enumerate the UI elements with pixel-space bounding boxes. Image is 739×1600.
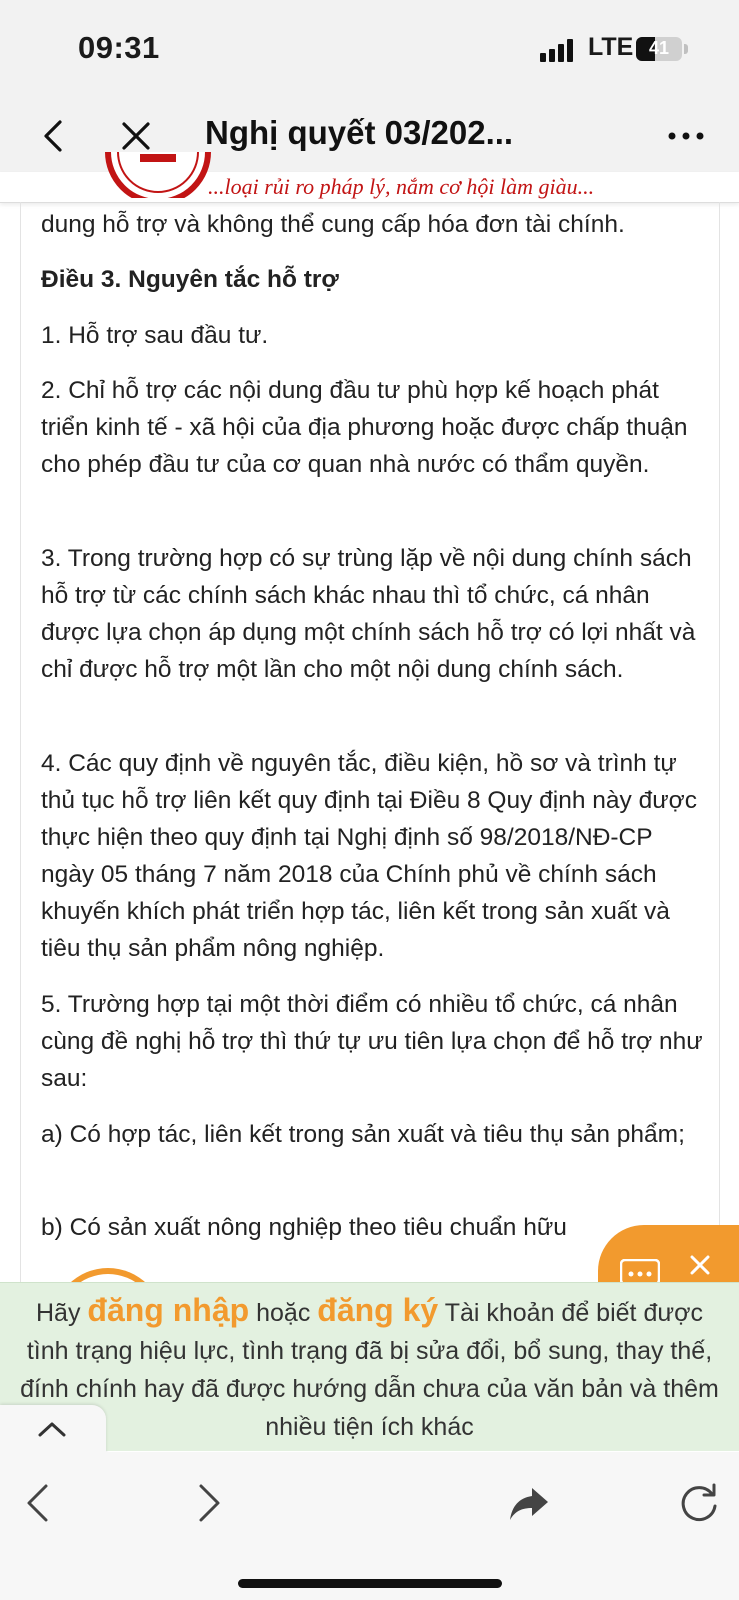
- login-prompt-text: [14, 1291, 725, 1446]
- battery-icon: [636, 37, 682, 61]
- login-link[interactable]: đăng nhập: [87, 1292, 250, 1328]
- more-horizontal-icon[interactable]: [662, 112, 710, 160]
- network-type: LTE: [588, 33, 634, 61]
- share-icon[interactable]: [506, 1480, 552, 1526]
- paragraph: 4. Các quy định về nguyên tắc, điều kiện, hồ sơ và trình tự thủ tục hỗ trợ liên kết quy định tại Điều 8 Quy định này được thực hiện theo quy định tại Nghị định số 98/2018/NĐ-CP ngày 05 tháng 7 năm 2018 của Chính phủ về chính sách khuyến khích phát triển hợp tác, liên kết trong sản xuất và tiêu thụ sản phẩm nông nghiệp.: [41, 750, 697, 962]
- signal-icon: [540, 38, 580, 62]
- login-prompt: [0, 1282, 739, 1451]
- home-indicator[interactable]: [238, 1579, 502, 1588]
- battery-tip: [684, 44, 688, 54]
- browser-toolbar: [0, 1452, 739, 1600]
- banner-slogan: ...loại rủi ro pháp lý, nắm cơ hội làm giàu...: [208, 174, 595, 199]
- article-heading: Điều 3. Nguyên tắc hỗ trợ: [41, 266, 339, 293]
- paragraph: dung hỗ trợ và không thể cung cấp hóa đơn tài chính.: [41, 211, 625, 238]
- status-time: 09:31: [78, 30, 160, 65]
- arrow-right-icon[interactable]: [185, 1480, 231, 1526]
- document-content: [20, 202, 720, 1282]
- paragraph: 1. Hỗ trợ sau đầu tư.: [41, 322, 269, 349]
- paragraph: 5. Trường hợp tại một thời điểm có nhiều tổ chức, cá nhân cùng đề nghị hỗ trợ thì thứ tự ưu tiên lựa chọn để hỗ trợ như sau:: [41, 991, 703, 1092]
- prompt-text-after: Tài khoản để biết được tình trạng hiệu lực, tình trạng đã bị sửa đổi, bổ sung, thay thế, đính chính hay đã được hướng dẫn chưa của văn bản và thêm nhiều tiện ích khác: [20, 1299, 719, 1441]
- battery-percent: 41: [648, 38, 670, 58]
- arrow-left-icon[interactable]: [16, 1480, 62, 1526]
- paragraph: 2. Chỉ hỗ trợ các nội dung đầu tư phù hợp kế hoạch phát triển kinh tế - xã hội của địa phương hoặc được chấp thuận cho phép đầu tư của cơ quan nhà nước có thẩm quyền.: [41, 377, 688, 478]
- chevron-left-icon[interactable]: [30, 112, 78, 160]
- page-title: Nghị quyết 03/202...: [205, 114, 514, 151]
- paragraph: b) Có sản xuất nông nghiệp theo tiêu chuẩn hữu: [41, 1214, 567, 1241]
- prompt-text-before: Hãy: [36, 1299, 88, 1327]
- paragraph: 3. Trong trường hợp có sự trùng lặp về nội dung chính sách hỗ trợ từ các chính sách khác nhau thì tổ chức, cá nhân được lựa chọn áp dụng một chính sách hỗ trợ có lợi nhất và chỉ được hỗ trợ một lần cho một nội dung chính sách.: [41, 545, 696, 683]
- paragraph: a) Có hợp tác, liên kết trong sản xuất và tiêu thụ sản phẩm;: [41, 1121, 685, 1148]
- collapse-toggle[interactable]: [0, 1405, 106, 1455]
- status-bar: [0, 0, 739, 100]
- reload-icon[interactable]: [676, 1480, 722, 1526]
- prompt-text-or: hoặc: [249, 1299, 318, 1327]
- register-link[interactable]: đăng ký: [317, 1292, 439, 1328]
- chevron-up-icon[interactable]: [36, 1419, 68, 1439]
- close-widget-icon[interactable]: [686, 1251, 714, 1279]
- site-banner: [0, 172, 739, 203]
- site-logo[interactable]: [104, 152, 212, 198]
